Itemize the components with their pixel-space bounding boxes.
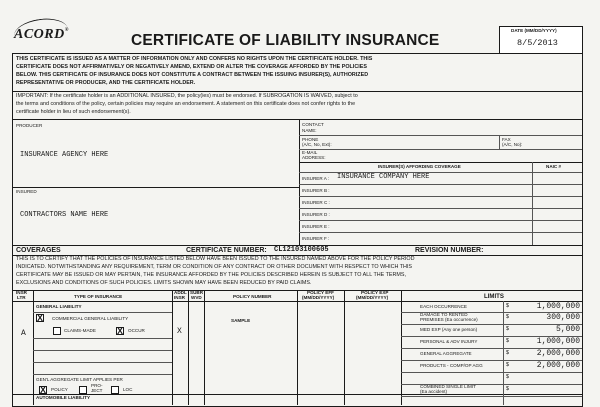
phone-sub-label: (A/C, No, Ext): (302, 142, 332, 147)
statement-line: CERTIFICATE MAY BE ISSUED OR MAY PERTAIN, THE INSURANCE AFFORDED BY THE POLICIES DESCRIBED HEREIN IS SUBJECT TO ALL THE TERMS, (16, 272, 407, 278)
date-value: 8/5/2013 (517, 38, 558, 48)
agg-loc-label: LOC (123, 387, 133, 392)
limit-label: MED EXP (Any one person) (420, 327, 478, 332)
dollar-sign: $ (506, 374, 509, 380)
important-line: the terms and conditions of the policy, certain policies may require an endorsement. A statement on this certificate does not confer rights to the (16, 101, 356, 107)
col-policy-eff: POLICY EFF (307, 290, 334, 295)
limit-value: 2,000,000 (536, 349, 580, 358)
disclaimer-line: THIS CERTIFICATE IS ISSUED AS A MATTER OF INFORMATION ONLY AND CONFERS NO RIGHTS UPON THE CERTIFICATE HOLDER. THIS (16, 56, 373, 62)
limit-label: PERSONAL & ADV INJURY (420, 339, 478, 344)
col-policy-exp-sub: (MM/DD/YYYY) (356, 295, 389, 300)
checkbox-claims-made[interactable] (53, 327, 61, 335)
insurer-row-label: INSURER E : (302, 224, 330, 229)
dollar-sign: $ (506, 386, 509, 392)
insured-value: CONTRACTORS NAME HERE (20, 211, 109, 219)
producer-label: PRODUCER (16, 123, 43, 128)
col-policy-eff-sub: (MM/DD/YYYY) (302, 295, 335, 300)
insurer-row-label: INSURER B : (302, 188, 330, 193)
col-subr: SUBR (190, 290, 204, 295)
col-limits: LIMITS (484, 293, 504, 300)
col-type: TYPE OF INSURANCE (74, 294, 123, 299)
certificate-number-label: CERTIFICATE NUMBER: (186, 247, 267, 254)
limit-label: EACH OCCURRENCE (420, 304, 467, 309)
limit-value: 300,000 (546, 313, 580, 322)
dollar-sign: $ (506, 326, 509, 332)
insurer-row-label: INSURER A : (302, 176, 330, 181)
additional-insured-mark: X (177, 327, 182, 336)
dollar-sign: $ (506, 350, 509, 356)
phone-label: PHONE (302, 137, 319, 142)
checkbox-agg-policy[interactable] (39, 386, 47, 394)
insurers-header: INSURER(S) AFFORDING COVERAGE (378, 164, 461, 169)
insurer-row-label: INSURER C : (302, 200, 330, 205)
limit-value: 1,000,000 (536, 337, 580, 346)
fax-label: FAX (502, 137, 511, 142)
insurer-row-label: INSURER F : (302, 236, 330, 241)
naic-header: NAIC # (546, 164, 562, 169)
coverages-label: COVERAGES (16, 247, 61, 254)
disclaimer-line: BELOW. THIS CERTIFICATE OF INSURANCE DOES NOT CONSTITUTE A CONTRACT BETWEEN THE ISSUING INSURER(S), AUTHORIZED (16, 72, 369, 78)
limit-value: 2,000,000 (536, 361, 580, 370)
agg-project-label-2: JECT (91, 388, 103, 393)
registered-mark: ® (64, 28, 69, 33)
limit-label-sub: PREMISES (Ea occurrence) (420, 317, 478, 322)
dollar-sign: $ (506, 338, 509, 344)
limit-label: GENERAL AGGREGATE (420, 351, 472, 356)
insurer-row-label: INSURER D : (302, 212, 330, 217)
certificate-number-value: CL12103100605 (274, 246, 329, 254)
col-insr: INSR (16, 290, 27, 295)
claims-made-label: CLAIMS-MADE (64, 328, 96, 333)
col-wvd: WVD (191, 295, 202, 300)
col-policy-exp: POLICY EXP (361, 290, 389, 295)
disclaimer-line: REPRESENTATIVE OR PRODUCER, AND THE CERTIFICATE HOLDER. (16, 80, 196, 86)
important-line: certificate holder in lieu of such endorsement(s). (16, 109, 131, 115)
policy-number-value: SAMPLE (231, 318, 251, 323)
contact-label: CONTACT (302, 122, 324, 127)
aggregate-title: GEN'L AGGREGATE LIMIT APPLIES PER (36, 377, 123, 382)
producer-value: INSURANCE AGENCY HERE (20, 151, 109, 159)
disclaimer-line: CERTIFICATE DOES NOT AFFIRMATIVELY OR NEGATIVELY AMEND, EXTEND OR ALTER THE COVERAGE AFFORDED BY THE POLICIES (16, 64, 367, 70)
limit-value: 5,000 (555, 325, 580, 334)
auto-liability-title: AUTOMOBILE LIABILITY (36, 395, 91, 400)
insurer-letter: A (21, 329, 26, 338)
page-title: CERTIFICATE OF LIABILITY INSURANCE (131, 32, 440, 49)
contact-name-label: NAME: (302, 128, 317, 133)
occur-label: OCCUR (128, 328, 145, 333)
acord-logo-text: ACORD (14, 27, 65, 42)
important-line: IMPORTANT: If the certificate holder is an ADDITIONAL INSURED, the policy(ies) must be endorsed. If SUBROGATION IS WAIVED, subject to (16, 93, 358, 99)
statement-line: THIS IS TO CERTIFY THAT THE POLICIES OF INSURANCE LISTED BELOW HAVE BEEN ISSUED TO THE INSURED NAMED ABOVE FOR THE POLICY PERIOD (16, 256, 415, 262)
revision-number-label: REVISION NUMBER: (415, 247, 484, 254)
agg-project-label-1: PRO- (91, 383, 103, 388)
statement-line: INDICATED. NOTWITHSTANDING ANY REQUIREMENT, TERM OR CONDITION OF ANY CONTRACT OR OTHER DOCUMENT WITH RESPECT TO WHICH THIS (16, 264, 413, 270)
limit-value: 1,000,000 (536, 302, 580, 311)
check-mark: X (117, 326, 124, 336)
limit-label: COMBINED SINGLE LIMIT (420, 384, 476, 389)
limit-label: DAMAGE TO RENTED (420, 312, 468, 317)
dollar-sign: $ (506, 362, 509, 368)
limit-label: PRODUCTS - COMP/OP AGG (420, 363, 483, 368)
acord-logo (14, 28, 69, 42)
check-mark: X (37, 313, 44, 323)
checkbox-agg-project[interactable] (79, 386, 87, 394)
check-mark: X (40, 385, 47, 395)
col-ltr: LTR (17, 295, 26, 300)
statement-line: EXCLUSIONS AND CONDITIONS OF SUCH POLICIES. LIMITS SHOWN MAY HAVE BEEN REDUCED BY PAID CLAIMS. (16, 280, 312, 286)
agg-policy-label: POLICY (51, 387, 68, 392)
general-liability-title: GENERAL LIABILITY (36, 304, 82, 309)
insurer-row-value: INSURANCE COMPANY HERE (337, 173, 430, 181)
date-label: DATE (MM/DD/YYYY) (511, 28, 557, 33)
email-sub-label: ADDRESS: (302, 155, 326, 160)
fax-sub-label: (A/C, No): (502, 142, 523, 147)
email-label: E-MAIL (302, 150, 318, 155)
cgl-label: COMMERCIAL GENERAL LIABILITY (52, 316, 129, 321)
dollar-sign: $ (506, 314, 509, 320)
col-policy-number: POLICY NUMBER (233, 294, 272, 299)
insured-label: INSURED (16, 189, 37, 194)
limit-label-sub: (Ea accident) (420, 389, 448, 394)
dollar-sign: $ (506, 303, 509, 309)
checkbox-general-liability[interactable] (36, 314, 44, 322)
checkbox-agg-loc[interactable] (111, 386, 119, 394)
col-addl-insr: INSR (174, 295, 185, 300)
col-addl: ADDL (174, 290, 187, 295)
checkbox-occur[interactable] (116, 327, 124, 335)
